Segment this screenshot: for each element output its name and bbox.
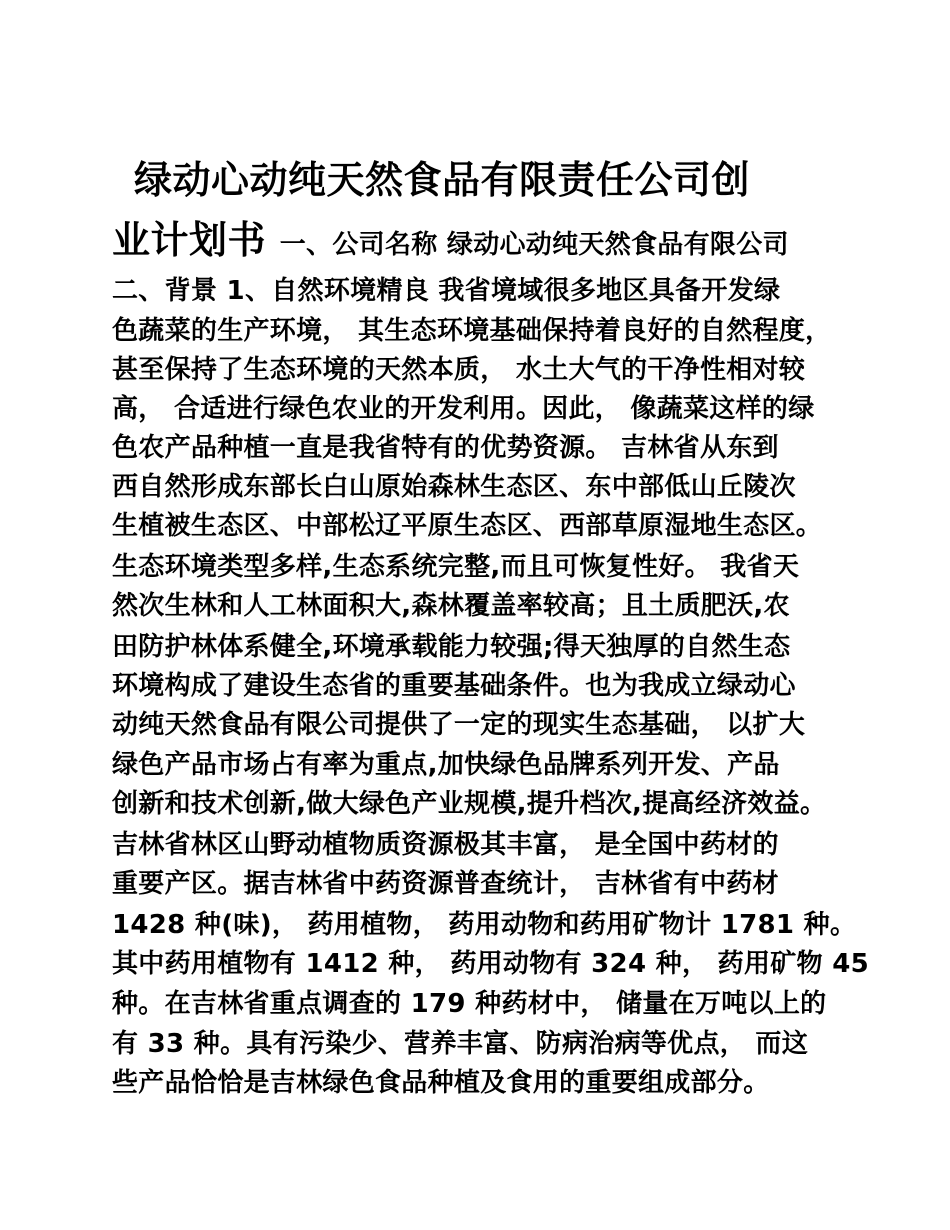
document-title-line-1 [134,154,750,206]
body-line: 动纯天然食品有限公司提供了一定的现实生态基础， 以扩大 [112,710,806,740]
body-line: 田防护林体系健全,环境承载能力较强;得天独厚的自然生态 [112,632,791,662]
body-line: 有 33 种。具有污染少、营养丰富、防病治病等优点， 而这 [112,1029,809,1059]
body-line: 色农产品种植一直是我省特有的优势资源。 吉林省从东到 [112,433,779,463]
body-line: 1428 种(味)， 药用植物， 药用动物和药用矿物计 1781 种。 [112,910,857,940]
body-line: 种。在吉林省重点调查的 179 种药材中， 储量在万吨以上的 [112,989,827,1019]
body-line: 高， 合适进行绿色农业的开发利用。因此， 像蔬菜这样的绿 [112,394,815,424]
body-line: 然次生林和人工林面积大,森林覆盖率较高；且土质肥沃,农 [112,591,790,621]
section-company-name: 一、公司名称 绿动心动纯天然食品有限公司 [279,230,789,260]
body-line: 二、背景 1、自然环境精良 我省境域很多地区具备开发绿 [112,276,781,306]
body-line: 生植被生态区、中部松辽平原生态区、西部草原湿地生态区。 [112,511,823,541]
body-line: 色蔬菜的生产环境， 其生态环境基础保持着良好的自然程度， [112,316,832,346]
body-line: 吉林省林区山野动植物质资源极其丰富， 是全国中药材的 [112,830,779,860]
body-line: 重要产区。据吉林省中药资源普查统计， 吉林省有中药材 [112,869,779,899]
body-line: 西自然形成东部长白山原始森林生态区、东中部低山丘陵次 [112,472,796,502]
body-line: 绿色产品市场占有率为重点,加快绿色品牌系列开发、产品 [112,750,780,780]
document-title-continued: 业计划书 [112,218,267,262]
document-title-line-2 [112,214,789,266]
body-line: 生态环境类型多样,生态系统完整,而且可恢复性好。 我省天 [112,552,800,582]
body-line: 其中药用植物有 1412 种， 药用动物有 324 种， 药用矿物 45 [112,949,869,979]
body-line: 甚至保持了生态环境的天然本质， 水土大气的干净性相对较 [112,355,806,385]
body-line: 环境构成了建设生态省的重要基础条件。也为我成立绿动心 [112,671,796,701]
body-line: 创新和技术创新,做大绿色产业规模,提升档次,提高经济效益。 [112,789,827,819]
document-title: 绿动心动纯天然食品有限责任公司创 [134,158,751,202]
body-line: 些产品恰恰是吉林绿色食品种植及食用的重要组成部分。 [112,1068,770,1098]
